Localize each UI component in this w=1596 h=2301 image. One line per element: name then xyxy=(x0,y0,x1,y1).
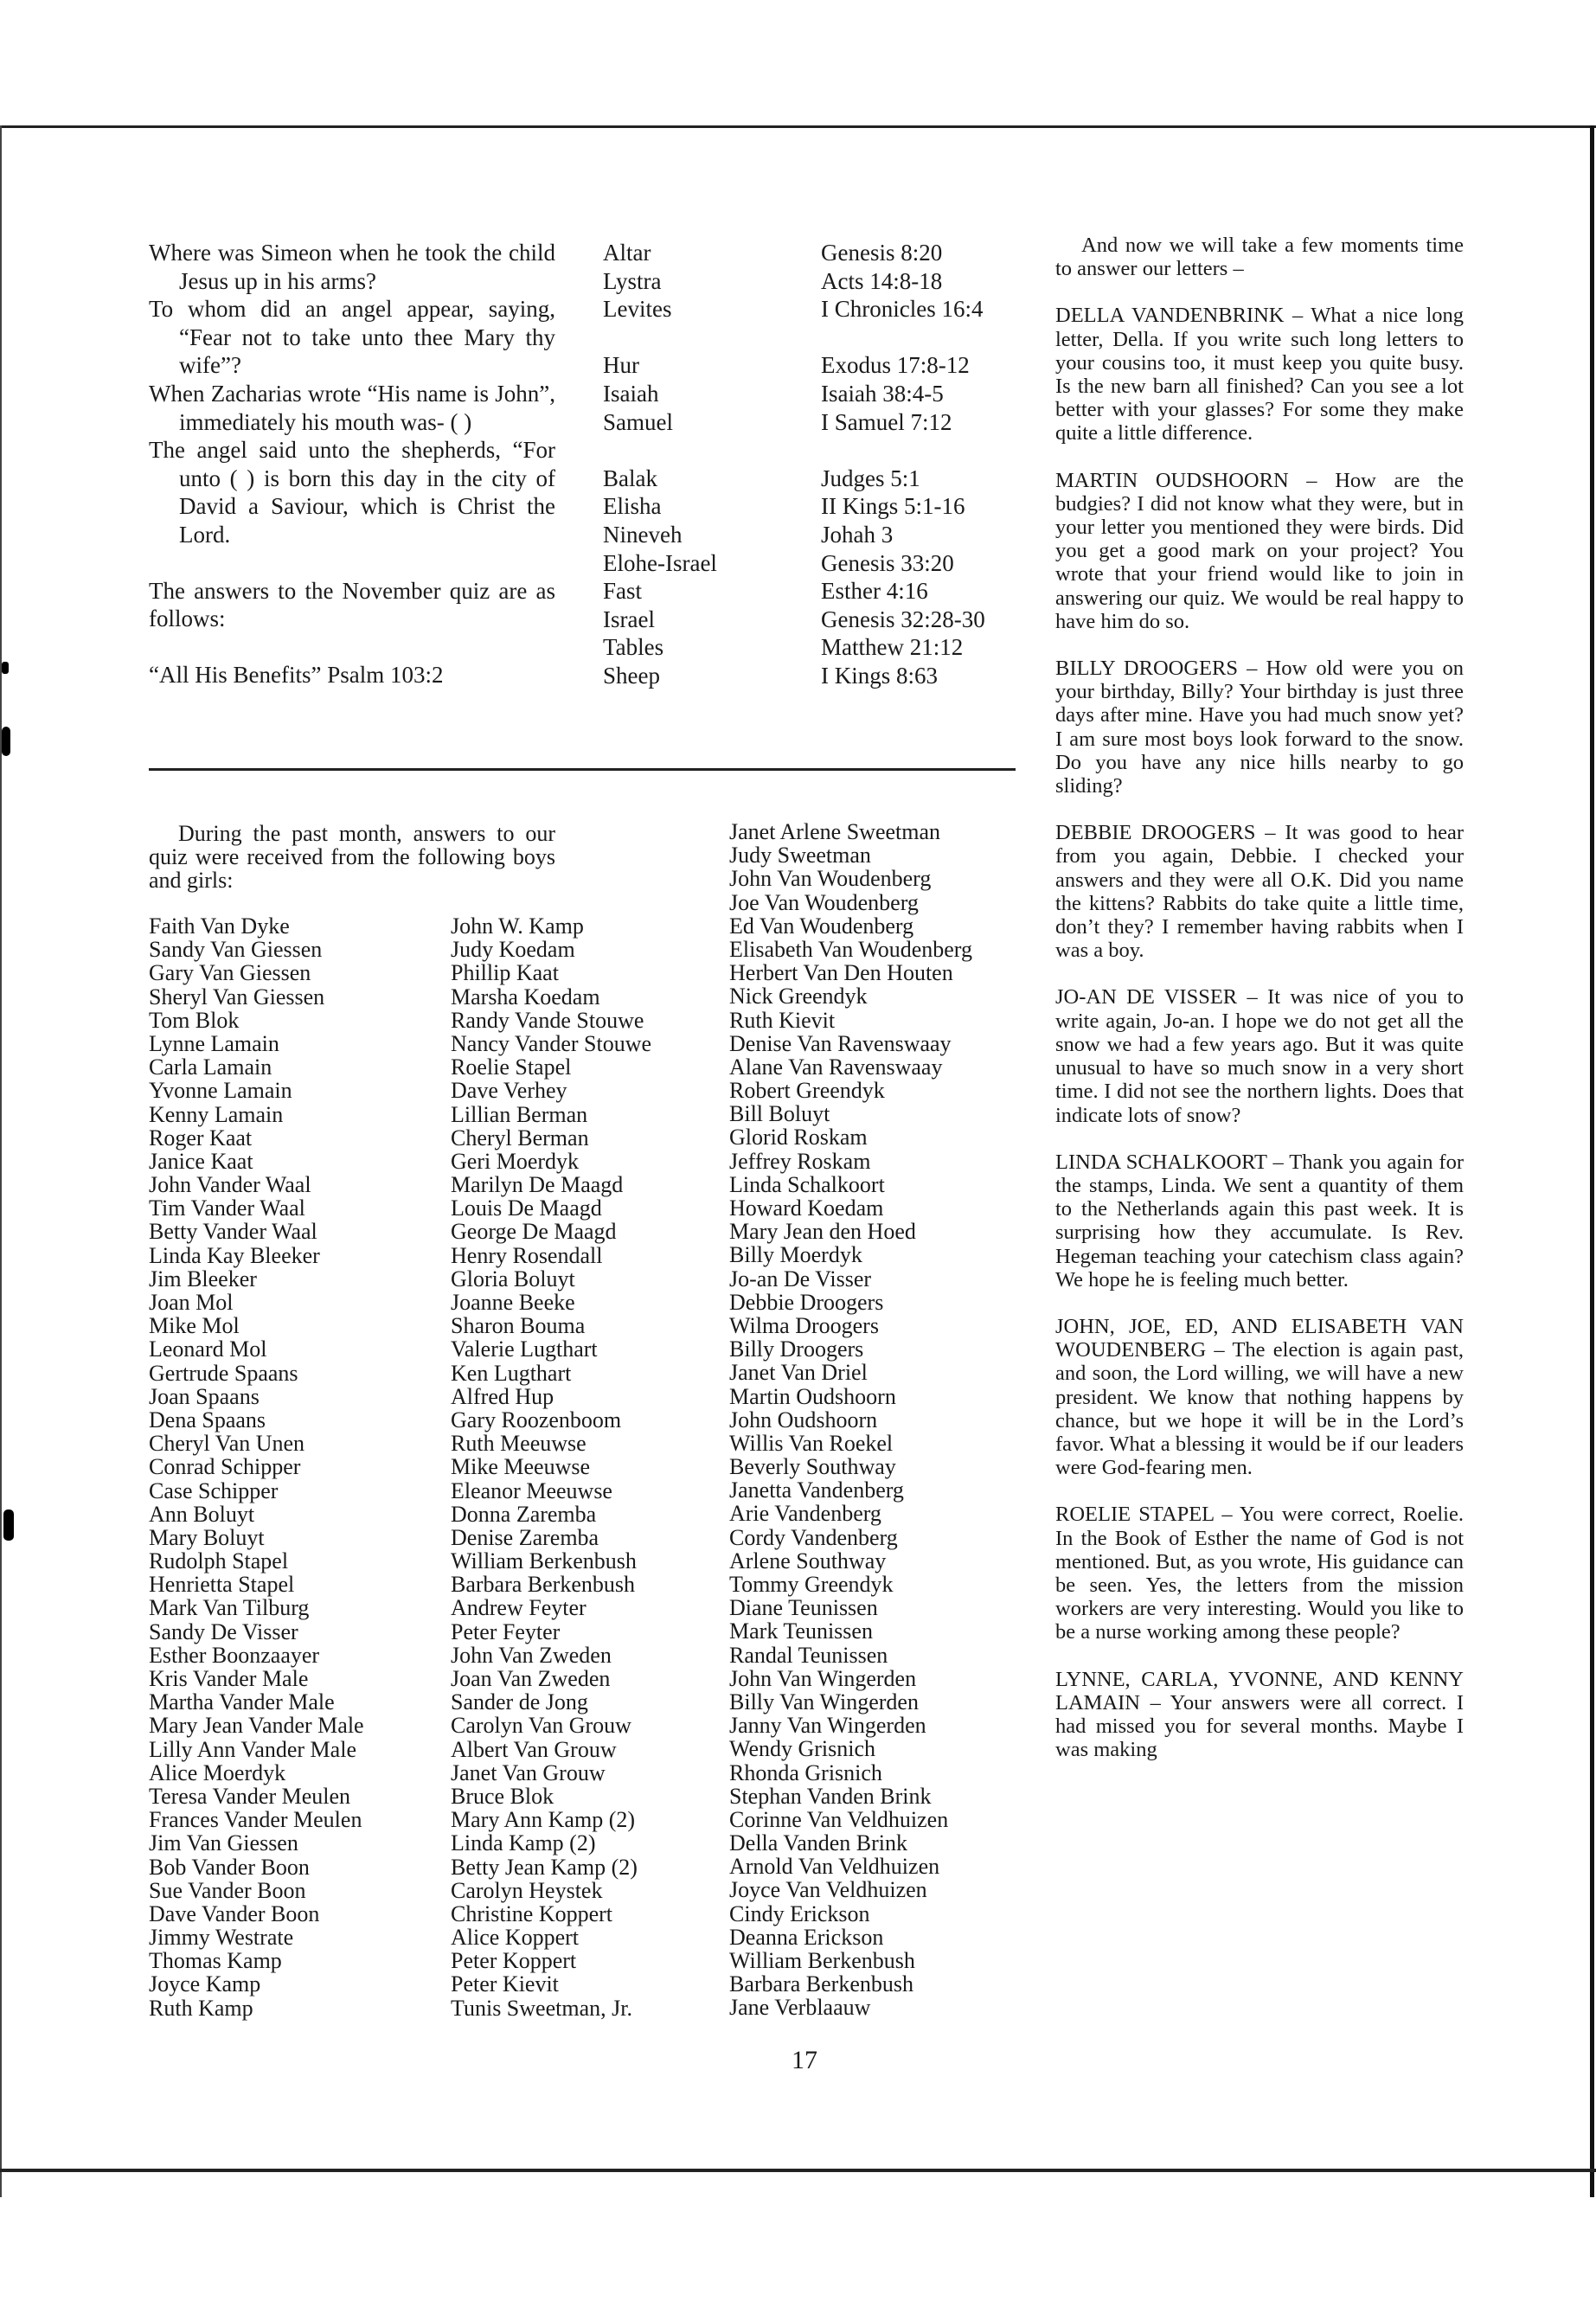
answer-word: Nineveh xyxy=(603,521,683,548)
respondent-name: Jeffrey Roskam xyxy=(729,1148,871,1174)
answer-word: Elisha xyxy=(603,493,662,520)
respondent-name: Tunis Sweetman, Jr. xyxy=(451,1995,632,2021)
respondent-name: Sandy Van Giessen xyxy=(149,937,323,963)
respondent-name: Joanne Beeke xyxy=(451,1290,575,1315)
respondent-name: Cheryl Van Unen xyxy=(149,1431,305,1457)
respondents-intro-text: During the past month, answers to our quiz were received from the following boys and girls: xyxy=(149,821,555,894)
answer-reference: Acts 14:8-18 xyxy=(821,267,943,294)
respondent-name: Mary Jean den Hoed xyxy=(729,1219,916,1245)
respondent-name: Diane Teunissen xyxy=(729,1595,878,1621)
respondent-name: Herbert Van Den Houten xyxy=(729,960,953,986)
respondent-name: Donna Zaremba xyxy=(451,1501,597,1527)
respondent-name: Tom Blok xyxy=(149,1007,240,1033)
respondent-name: Stephan Vanden Brink xyxy=(729,1783,932,1809)
respondent-name: Randy Vande Stouwe xyxy=(451,1007,644,1033)
respondent-name: Cindy Erickson xyxy=(729,1900,870,1926)
respondent-name: Joan Spaans xyxy=(149,1383,260,1409)
respondent-name: Ed Van Woudenberg xyxy=(729,913,914,939)
respondent-name: Marsha Koedam xyxy=(451,984,600,1009)
respondent-name: Lynne Lamain xyxy=(149,1030,279,1056)
respondent-name: Bruce Blok xyxy=(451,1783,554,1809)
respondent-name: Alfred Hup xyxy=(451,1383,554,1409)
respondent-name: Joan Van Zweden xyxy=(451,1666,611,1691)
letter-reply: DEBBIE DROOGERS – It was good to hear from you again, Debbie. I checked your answers and they were all O.K. Did you name the kittens? Rabbits do take quite a little time, don’t they? I remember having rabbits when I was a boy. xyxy=(1055,821,1464,963)
respondent-name: Wilma Droogers xyxy=(729,1312,879,1338)
respondent-name: Judy Koedam xyxy=(451,937,575,963)
respondent-name: Bob Vander Boon xyxy=(149,1854,310,1880)
respondent-name: Esther Boonzaayer xyxy=(149,1642,320,1668)
answer-word: Fast xyxy=(603,578,643,605)
respondent-name: Rhonda Grisnich xyxy=(729,1759,882,1785)
letter-reply: LYNNE, CARLA, YVONNE, AND KENNY LAMAIN – Your answers were all correct. I had missed you for several months. Maybe I was making xyxy=(1055,1667,1464,1762)
quiz-questions xyxy=(149,239,555,689)
respondent-name: Betty Vander Waal xyxy=(149,1219,317,1245)
answers-title: “All His Benefits” Psalm 103:2 xyxy=(149,661,444,688)
letters-intro: And now we will take a few moments time to answer our letters – xyxy=(1055,234,1464,281)
respondent-name: Bill Boluyt xyxy=(729,1101,830,1127)
respondent-name: Joyce Kamp xyxy=(149,1971,261,1997)
respondent-name: Alane Van Ravenswaay xyxy=(729,1054,943,1080)
respondent-name: Glorid Roskam xyxy=(729,1125,868,1150)
letter-reply: JO-AN DE VISSER – It was nice of you to write again, Jo-an. I hope we do not get all the snow we had a few years ago. But it was quite unusual to have so much snow in a very short time. I did not see the northern lights. Does that indicate lots of snow? xyxy=(1055,985,1464,1127)
respondent-name: William Berkenbush xyxy=(729,1948,915,1973)
answer-reference: Johah 3 xyxy=(821,521,894,548)
respondent-name: Albert Van Grouw xyxy=(451,1736,617,1762)
respondent-name: Gary Roozenboom xyxy=(451,1407,622,1433)
quiz-question: To whom did an angel appear, saying, “Fear not to take unto thee Mary thy wife”? xyxy=(149,296,555,379)
respondent-name: Jim Van Giessen xyxy=(149,1830,298,1856)
respondent-name: Linda Kay Bleeker xyxy=(149,1242,320,1268)
respondent-name: Case Schipper xyxy=(149,1477,279,1503)
scan-mark xyxy=(2,662,9,674)
respondent-name: Mark Teunissen xyxy=(729,1618,873,1644)
respondent-name: Willis Van Roekel xyxy=(729,1430,894,1456)
respondent-name: Gary Van Giessen xyxy=(149,960,311,986)
respondent-name: Billy Moerdyk xyxy=(729,1242,862,1268)
letters-column xyxy=(1055,234,1464,1761)
quiz-question: When Zacharias wrote “His name is John”, immediately his mouth was- ( ) xyxy=(149,380,555,435)
answer-references xyxy=(821,239,1029,690)
respondent-name: Randal Teunissen xyxy=(729,1642,888,1668)
respondent-name: Martha Vander Male xyxy=(149,1689,335,1715)
respondent-name: Peter Koppert xyxy=(451,1948,577,1974)
respondent-name: Frances Vander Meulen xyxy=(149,1807,362,1833)
respondent-name: Arnold Van Veldhuizen xyxy=(729,1854,940,1880)
respondents-intro xyxy=(149,822,555,893)
respondents-column-1 xyxy=(149,914,364,2020)
respondent-name: William Berkenbush xyxy=(451,1548,637,1574)
page-border-top xyxy=(0,125,1596,128)
respondent-name: Jo-an De Visser xyxy=(729,1266,872,1292)
respondent-name: Thomas Kamp xyxy=(149,1948,282,1974)
answer-word: Tables xyxy=(603,634,664,661)
answer-reference: Exodus 17:8-12 xyxy=(821,352,970,379)
answer-reference: I Samuel 7:12 xyxy=(821,408,952,435)
answers-intro: The answers to the November quiz are as follows: xyxy=(149,577,555,632)
respondent-name: Dave Verhey xyxy=(451,1078,567,1104)
respondent-name: Sandy De Visser xyxy=(149,1618,298,1644)
answer-word: Hur xyxy=(603,352,639,379)
respondent-name: Leonard Mol xyxy=(149,1336,267,1362)
respondent-name: Roelie Stapel xyxy=(451,1054,572,1080)
answer-reference: Esther 4:16 xyxy=(821,578,928,605)
respondent-name: Tim Vander Waal xyxy=(149,1195,305,1221)
respondent-name: Jimmy Westrate xyxy=(149,1925,294,1951)
respondent-name: Tommy Greendyk xyxy=(729,1572,894,1597)
respondent-name: John Van Wingerden xyxy=(729,1665,917,1691)
scan-mark xyxy=(2,727,10,756)
respondent-name: Carolyn Van Grouw xyxy=(451,1713,631,1739)
respondent-name: Billy Van Wingerden xyxy=(729,1689,919,1715)
respondent-name: Jane Verblaauw xyxy=(729,1995,871,2021)
respondent-name: Betty Jean Kamp (2) xyxy=(451,1854,638,1880)
respondent-name: Rudolph Stapel xyxy=(149,1548,289,1574)
respondent-name: Sharon Bouma xyxy=(451,1313,586,1339)
respondent-name: Corinne Van Veldhuizen xyxy=(729,1806,949,1832)
respondent-name: Barbara Berkenbush xyxy=(729,1971,913,1997)
respondent-name: Nancy Vander Stouwe xyxy=(451,1030,652,1056)
respondent-name: Elisabeth Van Woudenberg xyxy=(729,936,972,962)
respondent-name: Ruth Kievit xyxy=(729,1007,836,1033)
page-border-left xyxy=(0,125,2,2197)
respondent-name: Janet Van Driel xyxy=(729,1360,868,1386)
respondent-name: Kris Vander Male xyxy=(149,1666,309,1691)
respondent-name: Barbara Berkenbush xyxy=(451,1572,635,1598)
respondent-name: John Van Zweden xyxy=(451,1642,612,1668)
respondent-name: Dena Spaans xyxy=(149,1407,266,1433)
respondent-name: Valerie Lugthart xyxy=(451,1336,598,1362)
answer-reference: Genesis 32:28-30 xyxy=(821,606,985,632)
answer-word: Altar xyxy=(603,240,651,266)
answer-word: Balak xyxy=(603,465,657,491)
page-number: 17 xyxy=(792,2046,817,2074)
respondent-name: Judy Sweetman xyxy=(729,843,871,868)
answer-word: Lystra xyxy=(603,267,662,294)
respondent-name: Lilly Ann Vander Male xyxy=(149,1736,356,1762)
respondent-name: Carolyn Heystek xyxy=(451,1877,603,1903)
respondent-name: Joe Van Woudenberg xyxy=(729,889,919,915)
respondent-name: Jim Bleeker xyxy=(149,1266,257,1292)
letter-reply: BILLY DROOGERS – How old were you on your birthday, Billy? Your birthday is just three days after mine. Have you had much snow yet? I am sure most boys look forward to the snow. Do you have any nice hills nearby to go sliding? xyxy=(1055,657,1464,798)
respondent-name: Sue Vander Boon xyxy=(149,1877,306,1903)
answer-reference: Judges 5:1 xyxy=(821,465,920,491)
respondent-name: Sander de Jong xyxy=(451,1689,588,1715)
answer-reference: Genesis 33:20 xyxy=(821,549,954,576)
respondent-name: Janet Arlene Sweetman xyxy=(729,819,941,844)
respondent-name: Martin Oudshoorn xyxy=(729,1383,896,1409)
respondent-name: Denise Zaremba xyxy=(451,1524,599,1550)
answer-reference: I Chronicles 16:4 xyxy=(821,296,984,323)
respondent-name: Eleanor Meeuwse xyxy=(451,1477,612,1503)
page-border-right xyxy=(1590,125,1594,2197)
respondent-name: Gloria Boluyt xyxy=(451,1266,575,1292)
respondent-name: Marilyn De Maagd xyxy=(451,1172,624,1198)
respondent-name: Louis De Maagd xyxy=(451,1195,602,1221)
answer-word: Elohe-Israel xyxy=(603,549,717,576)
respondent-name: Robert Greendyk xyxy=(729,1078,885,1104)
answer-reference: Isaiah 38:4-5 xyxy=(821,380,944,407)
respondent-name: Phillip Kaat xyxy=(451,960,559,986)
respondent-name: Linda Schalkoort xyxy=(729,1171,885,1197)
answer-words xyxy=(603,239,802,690)
respondent-name: Mike Mol xyxy=(149,1313,240,1339)
answer-word: Levites xyxy=(603,296,672,323)
respondent-name: Joan Mol xyxy=(149,1290,234,1315)
letter-reply: DELLA VANDENBRINK – What a nice long letter, Della. If you write such long letters to your cousins too, it must keep you quite busy. Is the new barn all finished? Can you see a lot better with your glasses? For some they make quite a little difference. xyxy=(1055,304,1464,445)
respondent-name: Yvonne Lamain xyxy=(149,1078,292,1104)
answer-word: Isaiah xyxy=(603,380,659,407)
letter-reply: JOHN, JOE, ED, AND ELISABETH VAN WOUDENBERG – The election is again past, and soon, the Lord willing, we will have a new president. We know that nothing happens by chance, but we hope it will be in the Lord’s favor. What a blessing it would be if our leaders were God-fearing men. xyxy=(1055,1314,1464,1480)
respondent-name: John Oudshoorn xyxy=(729,1407,878,1433)
answer-reference: Matthew 21:12 xyxy=(821,634,964,661)
letter-reply: MARTIN OUDSHOORN – How are the budgies? I did not know what they were, but in your letter you mentioned they were birds. Did you get a good mark on your project? You wrote that your friend would like to join in answering our quiz. We would be real happy to have him do so. xyxy=(1055,468,1464,633)
respondent-name: Arie Vandenberg xyxy=(729,1501,881,1527)
respondent-name: John W. Kamp xyxy=(451,913,584,939)
respondent-name: John Van Woudenberg xyxy=(729,866,932,892)
respondent-name: Janet Van Grouw xyxy=(451,1759,606,1785)
respondent-name: Arlene Southway xyxy=(729,1548,887,1574)
respondent-name: George De Maagd xyxy=(451,1219,617,1245)
answer-reference: Genesis 8:20 xyxy=(821,240,943,266)
respondent-name: Gertrude Spaans xyxy=(149,1360,298,1386)
respondent-name: Billy Droogers xyxy=(729,1336,864,1362)
respondent-name: Janny Van Wingerden xyxy=(729,1713,926,1739)
respondent-name: Cordy Vandenberg xyxy=(729,1524,898,1550)
letter-reply: ROELIE STAPEL – You were correct, Roelie. In the Book of Esther the name of God is not mentioned. But, as you wrote, His guidance can be seen. Yes, the letters from the mission workers are very interesting. Would you like to be a nurse working among these people? xyxy=(1055,1503,1464,1644)
answer-word: Samuel xyxy=(603,408,673,435)
respondent-name: John Vander Waal xyxy=(149,1172,311,1198)
respondent-name: Alice Moerdyk xyxy=(149,1759,286,1785)
respondent-name: Ruth Kamp xyxy=(149,1995,253,2021)
respondent-name: Joyce Van Veldhuizen xyxy=(729,1877,927,1903)
respondent-name: Henry Rosendall xyxy=(451,1242,603,1268)
respondent-name: Wendy Grisnich xyxy=(729,1736,876,1762)
respondent-name: Mary Jean Vander Male xyxy=(149,1713,364,1739)
respondent-name: Cheryl Berman xyxy=(451,1125,589,1150)
answer-word: Israel xyxy=(603,606,655,632)
respondent-name: Janice Kaat xyxy=(149,1148,253,1174)
respondent-name: Peter Feyter xyxy=(451,1618,561,1644)
page-border-bottom xyxy=(0,2169,1596,2172)
respondent-name: Ken Lugthart xyxy=(451,1360,572,1386)
respondent-name: Carla Lamain xyxy=(149,1054,272,1080)
respondent-name: Faith Van Dyke xyxy=(149,913,290,939)
respondents-column-2 xyxy=(451,914,651,2020)
respondent-name: Della Vanden Brink xyxy=(729,1830,908,1856)
quiz-question: The angel said unto the shepherds, “For unto ( ) is born this day in the city of David a Saviour, which is Christ the Lord. xyxy=(149,437,555,548)
respondent-name: Linda Kamp (2) xyxy=(451,1830,596,1856)
respondent-name: Christine Koppert xyxy=(451,1900,613,1926)
respondent-name: Sheryl Van Giessen xyxy=(149,984,325,1009)
respondent-name: Mike Meeuwse xyxy=(451,1454,591,1480)
respondent-name: Denise Van Ravenswaay xyxy=(729,1030,952,1056)
answer-reference: I Kings 8:63 xyxy=(821,662,938,689)
respondents-column-3 xyxy=(729,820,972,2020)
respondent-name: Ruth Meeuwse xyxy=(451,1431,586,1457)
respondent-name: Geri Moerdyk xyxy=(451,1148,580,1174)
respondent-name: Lillian Berman xyxy=(451,1101,588,1127)
respondent-name: Ann Boluyt xyxy=(149,1501,255,1527)
respondent-name: Deanna Erickson xyxy=(729,1924,884,1950)
answer-word: Sheep xyxy=(603,662,660,689)
respondent-name: Kenny Lamain xyxy=(149,1101,284,1127)
quiz-question: Where was Simeon when he took the child Jesus up in his arms? xyxy=(149,240,555,294)
respondent-name: Debbie Droogers xyxy=(729,1289,884,1315)
respondent-name: Nick Greendyk xyxy=(729,984,868,1009)
respondent-name: Henrietta Stapel xyxy=(149,1572,295,1598)
respondent-name: Beverly Southway xyxy=(729,1454,896,1480)
answer-reference: II Kings 5:1-16 xyxy=(821,493,965,520)
respondent-name: Roger Kaat xyxy=(149,1125,253,1150)
scan-mark xyxy=(3,1509,14,1541)
respondent-name: Conrad Schipper xyxy=(149,1454,301,1480)
respondent-name: Andrew Feyter xyxy=(451,1595,586,1621)
respondent-name: Peter Kievit xyxy=(451,1971,559,1997)
respondent-name: Dave Vander Boon xyxy=(149,1900,320,1926)
respondent-name: Janetta Vandenberg xyxy=(729,1477,904,1503)
respondent-name: Mary Ann Kamp (2) xyxy=(451,1807,636,1833)
respondent-name: Mark Van Tilburg xyxy=(149,1595,310,1621)
section-divider xyxy=(149,768,1016,771)
respondent-name: Teresa Vander Meulen xyxy=(149,1783,351,1809)
respondent-name: Alice Koppert xyxy=(451,1925,580,1951)
respondent-name: Howard Koedam xyxy=(729,1195,884,1221)
letter-reply: LINDA SCHALKOORT – Thank you again for the stamps, Linda. We sent a quantity of them to the Netherlands again this past week. It is surprising how they accumulate. Is Rev. Hegeman teaching your catechism class again? We hope he is feeling much better. xyxy=(1055,1150,1464,1292)
respondent-name: Mary Boluyt xyxy=(149,1524,265,1550)
